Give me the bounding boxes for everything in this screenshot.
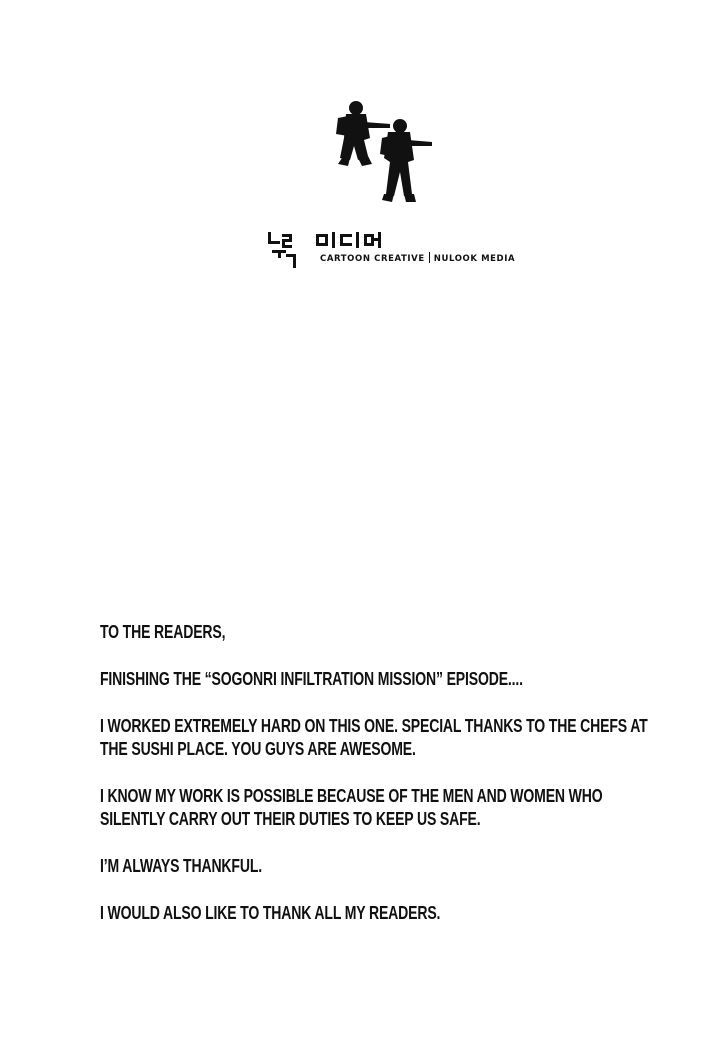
letter-paragraph: FINISHING THE “SOGONRI INFILTRATION MISSION” EPISODE.... [100, 669, 523, 689]
brand-wordmark-icon [264, 228, 394, 272]
letter-greeting: TO THE READERS, [100, 622, 226, 642]
letter-paragraph: I WORKED EXTREMELY HARD ON THIS ONE. SPECIAL THANKS TO THE CHEFS AT THE SUSHI PLACE. YOU GUYS ARE AWESOME. [100, 716, 648, 759]
publisher-right-name: NULOOK MEDIA [433, 254, 516, 264]
publisher-divider [429, 252, 430, 263]
letter-paragraph: I KNOW MY WORK IS POSSIBLE BECAUSE OF THE MEN AND WOMEN WHO SILENTLY CARRY OUT THEIR DUTIES TO KEEP US SAFE. [100, 786, 603, 829]
letter-paragraph: I WOULD ALSO LIKE TO THANK ALL MY READERS. [100, 903, 441, 923]
publisher-left-name: CARTOON CREATIVE [320, 254, 425, 264]
soldiers-illustration [328, 98, 438, 218]
letter-paragraph: I’M ALWAYS THANKFUL. [100, 856, 262, 876]
publisher-logo [262, 98, 522, 278]
author-letter [100, 621, 660, 949]
publisher-names [320, 252, 515, 264]
